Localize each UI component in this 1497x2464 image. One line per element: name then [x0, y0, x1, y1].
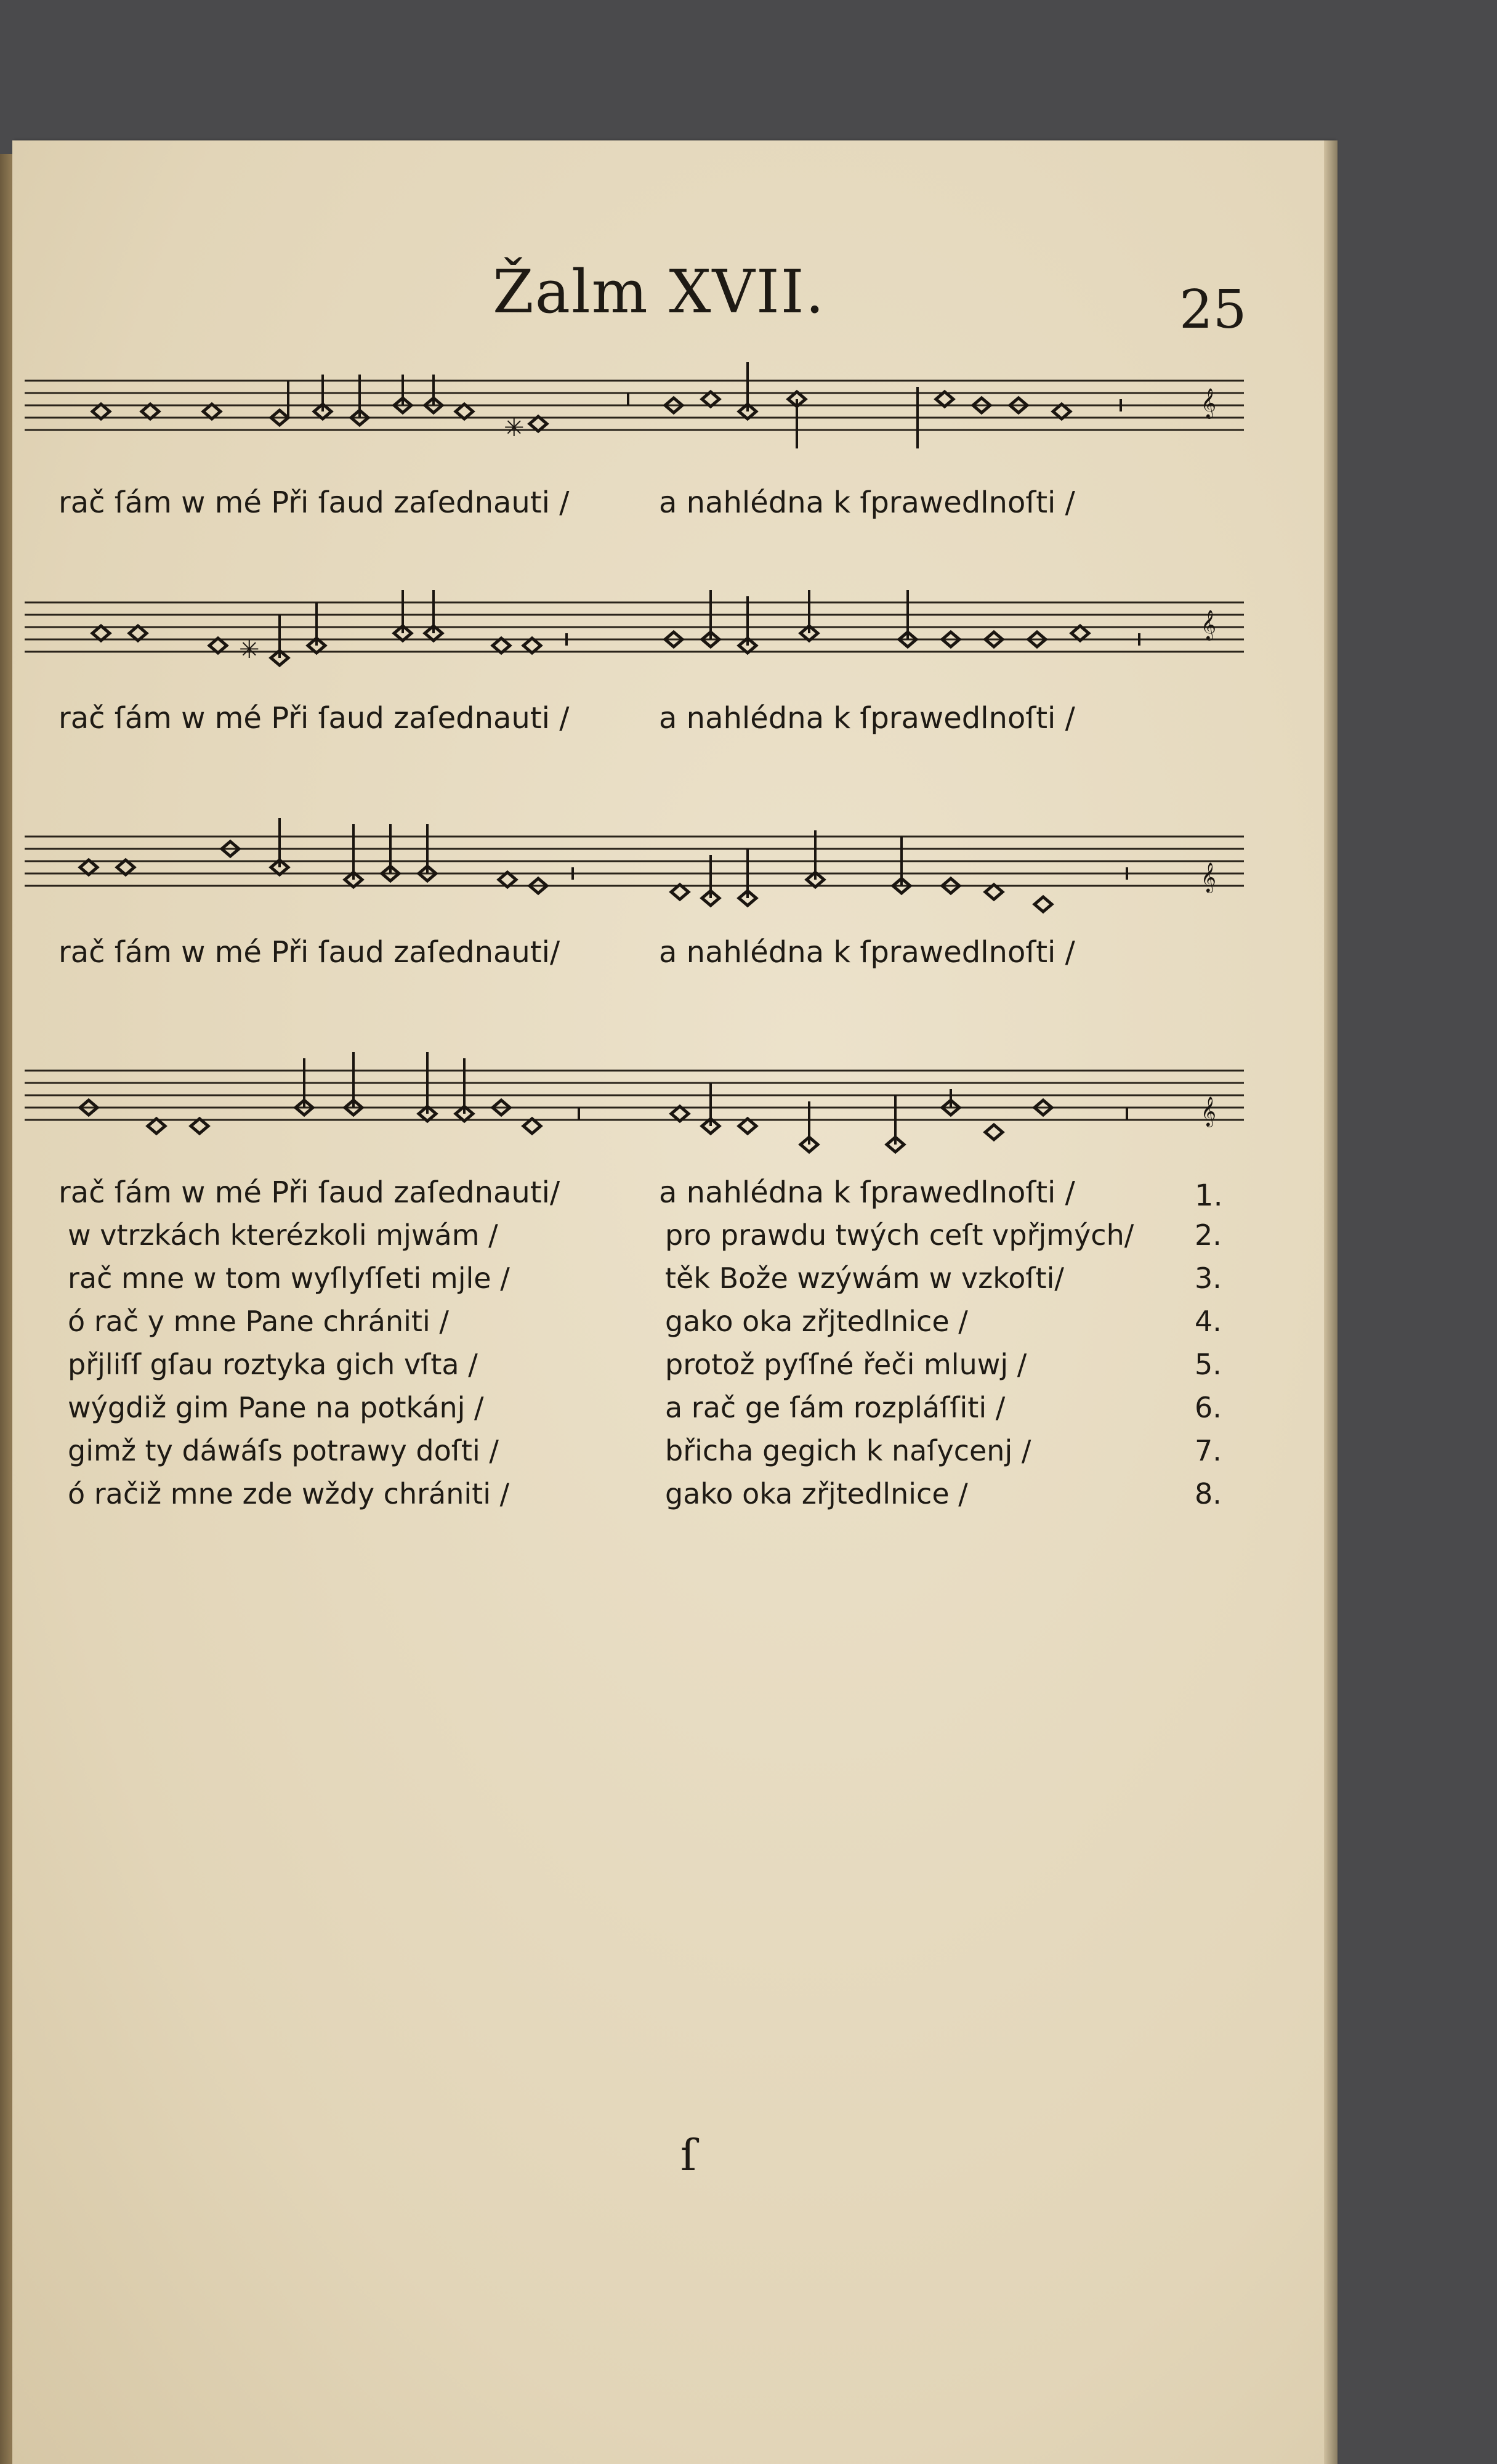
verse-row [12, 1477, 1335, 1520]
verse-text-a: gimž ty dáwáſs potrawy doſti / [68, 1434, 499, 1467]
staff-lyric-a: rač ſám w mé Při ſaud zaſednauti / [59, 701, 570, 736]
verse-row [12, 1218, 1335, 1262]
verse-text-a: rač mne w tom wyſlyſſeti mjle / [68, 1262, 510, 1295]
staff-notation [25, 572, 1244, 676]
verse-number: 2. [1195, 1218, 1222, 1252]
verse-text-b: protož pyſſné řeči mluwj / [665, 1348, 1027, 1381]
verse-text-a: w vtrzkách kterézkoli mjwám / [68, 1218, 498, 1252]
verse-row [12, 1391, 1335, 1434]
staff-lyric-b: a nahlédna k ſprawedlnoſti / [659, 485, 1075, 520]
verse-text-b: těk Bože wzýwám w vzkoſti/ [665, 1262, 1064, 1295]
verse-text-b: pro prawdu twých ceſt vpřjmých/ [665, 1218, 1134, 1252]
staff-lyric-a: rač ſám w mé Při ſaud zaſednauti/ [59, 1175, 560, 1210]
page-edge [1324, 140, 1338, 2464]
verse-text-b: gako oka zřjtedlnice / [665, 1477, 968, 1510]
svg-text:𝄞: 𝄞 [1201, 609, 1216, 639]
verse-number: 4. [1195, 1305, 1222, 1338]
verse-text-a: wýgdiž gim Pane na potkánj / [68, 1391, 484, 1424]
staff-lyric-b: a nahlédna k ſprawedlnoſti / [659, 1175, 1075, 1210]
svg-text:✳: ✳ [504, 414, 525, 442]
verse-number: 7. [1195, 1434, 1222, 1467]
svg-text:𝄞: 𝄞 [1201, 862, 1216, 892]
signature-mark: ſ [680, 2130, 696, 2181]
staff-lyric-b: a nahlédna k ſprawedlnoſti / [659, 701, 1075, 736]
verse-number: 3. [1195, 1262, 1222, 1295]
verse-row [12, 1262, 1335, 1305]
verse-row [12, 1305, 1335, 1348]
verse-text-a: ó rač y mne Pane chrániti / [68, 1305, 449, 1338]
svg-text:✳: ✳ [239, 636, 260, 664]
svg-text:𝄞: 𝄞 [1201, 1096, 1216, 1126]
page-title: Žalm XVII. [493, 257, 826, 326]
page-number: 25 [1179, 279, 1247, 341]
staff-notation [25, 356, 1244, 461]
book-page [12, 140, 1335, 2464]
verse-number: 1. [1195, 1178, 1223, 1213]
music-staff [25, 356, 1244, 461]
music-staff [25, 787, 1244, 923]
svg-text:𝄞: 𝄞 [1201, 387, 1216, 418]
music-staff [25, 1015, 1244, 1163]
staff-notation [25, 787, 1244, 923]
verse-number: 6. [1195, 1391, 1222, 1424]
staff-lyric-b: a nahlédna k ſprawedlnoſti / [659, 935, 1075, 970]
verse-text-b: gako oka zřjtedlnice / [665, 1305, 968, 1338]
verse-row [12, 1434, 1335, 1477]
staff-lyric-a: rač ſám w mé Při ſaud zaſednauti/ [59, 935, 560, 970]
verse-text-b: břicha gegich k naſycenj / [665, 1434, 1031, 1467]
music-staff [25, 572, 1244, 676]
verse-number: 8. [1195, 1477, 1222, 1510]
staff-notation [25, 1015, 1244, 1163]
staff-lyric-a: rač ſám w mé Při ſaud zaſednauti / [59, 485, 570, 520]
verse-text-b: a rač ge ſám rozpláſſiti / [665, 1391, 1006, 1424]
verse-number: 5. [1195, 1348, 1222, 1381]
verse-text-a: přjliſſ gſau roztyka gich vſta / [68, 1348, 478, 1381]
verse-row [12, 1348, 1335, 1391]
verse-text-a: ó račiž mne zde wždy chrániti / [68, 1477, 510, 1510]
